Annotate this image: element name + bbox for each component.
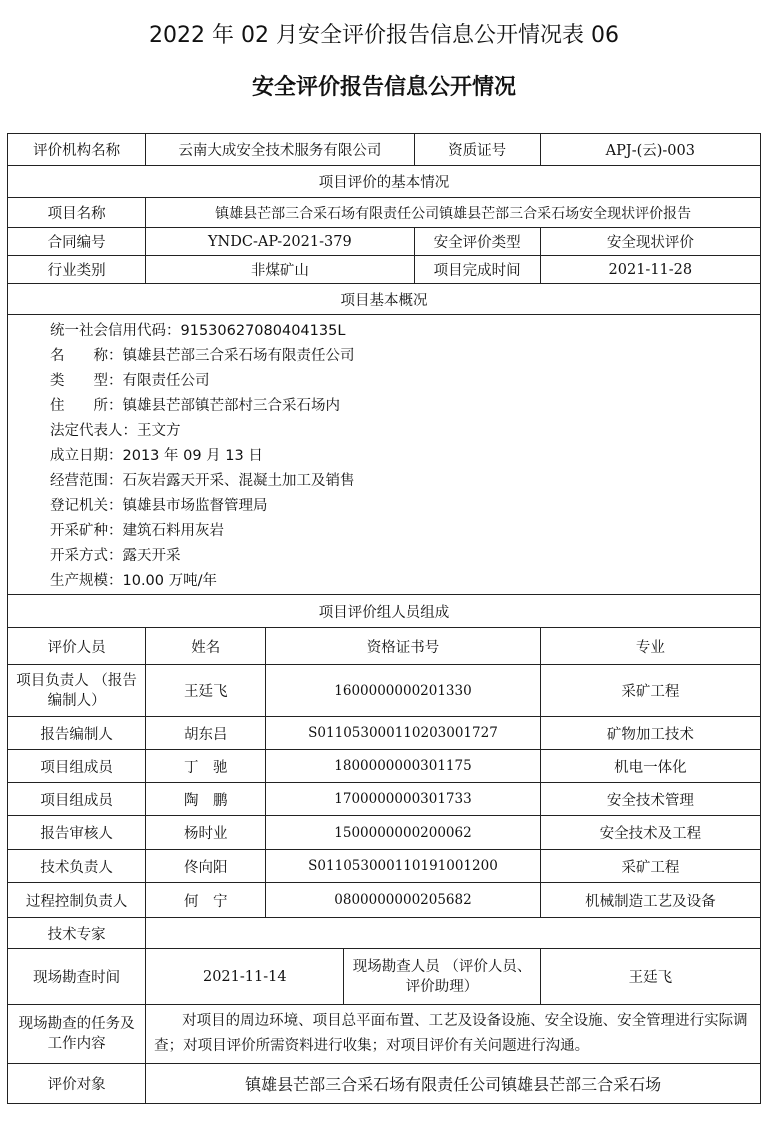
task-label: 现场勘查的任务及工作内容 — [8, 1005, 146, 1064]
mineral-line: 开采矿种：建筑石料用灰岩 — [50, 523, 224, 539]
survey-people-label: 现场勘查人员 （评价人员、评价助理） — [344, 949, 540, 1005]
table-row — [8, 783, 761, 816]
col-cert: 资格证书号 — [266, 628, 540, 665]
member-name: 丁 驰 — [146, 750, 266, 783]
survey-time-value: 2021-11-14 — [146, 949, 344, 1005]
table-row — [8, 883, 761, 918]
member-major: 机电一体化 — [540, 750, 760, 783]
mining-method-line: 开采方式：露天开采 — [50, 548, 181, 564]
expert-value — [146, 918, 761, 949]
member-name: 陶 鹏 — [146, 783, 266, 816]
member-cert: 0800000000205682 — [266, 883, 540, 918]
overview-row — [8, 315, 761, 595]
industry-row — [8, 256, 761, 284]
cert-label: 资质证号 — [414, 134, 540, 166]
industry-label: 行业类别 — [8, 256, 146, 284]
company-type-line: 类 型：有限责任公司 — [50, 373, 210, 389]
survey-row — [8, 949, 761, 1005]
member-role: 项目组成员 — [8, 783, 146, 816]
eval-type-label: 安全评价类型 — [414, 228, 540, 256]
member-name: 佟向阳 — [146, 850, 266, 883]
document-subtitle: 安全评价报告信息公开情况 — [251, 75, 516, 100]
member-name: 杨时业 — [146, 816, 266, 850]
member-name: 胡东吕 — [146, 717, 266, 750]
org-row — [8, 134, 761, 166]
member-cert: 1600000000201330 — [266, 665, 540, 717]
org-label: 评价机构名称 — [8, 134, 146, 166]
member-major: 机械制造工艺及设备 — [540, 883, 760, 918]
industry-value: 非煤矿山 — [146, 256, 414, 284]
member-cert: 1500000000200062 — [266, 816, 540, 850]
member-cert: S011053000110203001727 — [266, 717, 540, 750]
table-row — [8, 750, 761, 783]
overview-header-row — [8, 284, 761, 315]
member-cert: 1800000000301175 — [266, 750, 540, 783]
eval-type-value: 安全现状评价 — [540, 228, 760, 256]
member-role: 报告编制人 — [8, 717, 146, 750]
team-header: 项目评价组人员组成 — [8, 595, 761, 628]
member-name: 王廷飞 — [146, 665, 266, 717]
team-columns-row — [8, 628, 761, 665]
task-value: 对项目的周边环境、项目总平面布置、工艺及设备设施、安全设施、安全管理进行实际调查；对项目评价所需资料进行收集；对项目评价有关问题进行沟通。 — [146, 1005, 761, 1064]
project-name-value: 镇雄县芒部三合采石场有限责任公司镇雄县芒部三合采石场安全现状评价报告 — [146, 198, 761, 228]
capacity-line: 生产规模：10.00 万吨/年 — [50, 573, 218, 589]
col-major: 专业 — [540, 628, 760, 665]
overview-content — [8, 315, 761, 595]
member-name: 何 宁 — [146, 883, 266, 918]
member-major: 矿物加工技术 — [540, 717, 760, 750]
project-name-row — [8, 198, 761, 228]
business-scope-line: 经营范围：石灰岩露天开采、混凝土加工及销售 — [50, 473, 355, 489]
col-name: 姓名 — [146, 628, 266, 665]
contract-row — [8, 228, 761, 256]
survey-people-value: 王廷飞 — [540, 949, 760, 1005]
team-header-row — [8, 595, 761, 628]
basic-header: 项目评价的基本情况 — [8, 166, 761, 198]
task-row — [8, 1005, 761, 1064]
target-row — [8, 1064, 761, 1104]
company-name-line: 名 称：镇雄县芒部三合采石场有限责任公司 — [50, 348, 355, 364]
legal-rep-line: 法定代表人：王文方 — [50, 423, 181, 439]
contract-label: 合同编号 — [8, 228, 146, 256]
overview-header: 项目基本概况 — [8, 284, 761, 315]
project-name-label: 项目名称 — [8, 198, 146, 228]
registration-line: 登记机关：镇雄县市场监督管理局 — [50, 498, 268, 514]
expert-row — [8, 918, 761, 949]
member-cert: 1700000000301733 — [266, 783, 540, 816]
table-row — [8, 717, 761, 750]
member-major: 安全技术管理 — [540, 783, 760, 816]
complete-label: 项目完成时间 — [414, 256, 540, 284]
target-label: 评价对象 — [8, 1064, 146, 1104]
member-role: 技术负责人 — [8, 850, 146, 883]
table-row — [8, 665, 761, 717]
founded-line: 成立日期：2013 年 09 月 13 日 — [50, 448, 263, 464]
table-row — [8, 816, 761, 850]
survey-time-label: 现场勘查时间 — [8, 949, 146, 1005]
table-row — [8, 850, 761, 883]
member-role: 报告审核人 — [8, 816, 146, 850]
cert-value: APJ-(云)-003 — [540, 134, 760, 166]
contract-value: YNDC-AP-2021-379 — [146, 228, 414, 256]
col-role: 评价人员 — [8, 628, 146, 665]
credit-code-line: 统一社会信用代码：91530627080404135L — [50, 323, 346, 339]
member-major: 采矿工程 — [540, 850, 760, 883]
basic-header-row — [8, 166, 761, 198]
org-value: 云南大成安全技术服务有限公司 — [146, 134, 414, 166]
member-role: 项目组成员 — [8, 750, 146, 783]
member-cert: S011053000110191001200 — [266, 850, 540, 883]
document-title: 2022 年 02 月安全评价报告信息公开情况表 06 — [149, 23, 619, 48]
complete-value: 2021-11-28 — [540, 256, 760, 284]
address-line: 住 所：镇雄县芒部镇芒部村三合采石场内 — [50, 398, 340, 414]
target-value: 镇雄县芒部三合采石场有限责任公司镇雄县芒部三合采石场 — [146, 1064, 761, 1104]
member-major: 安全技术及工程 — [540, 816, 760, 850]
member-major: 采矿工程 — [540, 665, 760, 717]
info-table — [7, 133, 761, 1104]
member-role: 项目负责人 （报告编制人） — [8, 665, 146, 717]
expert-label: 技术专家 — [8, 918, 146, 949]
member-role: 过程控制负责人 — [8, 883, 146, 918]
